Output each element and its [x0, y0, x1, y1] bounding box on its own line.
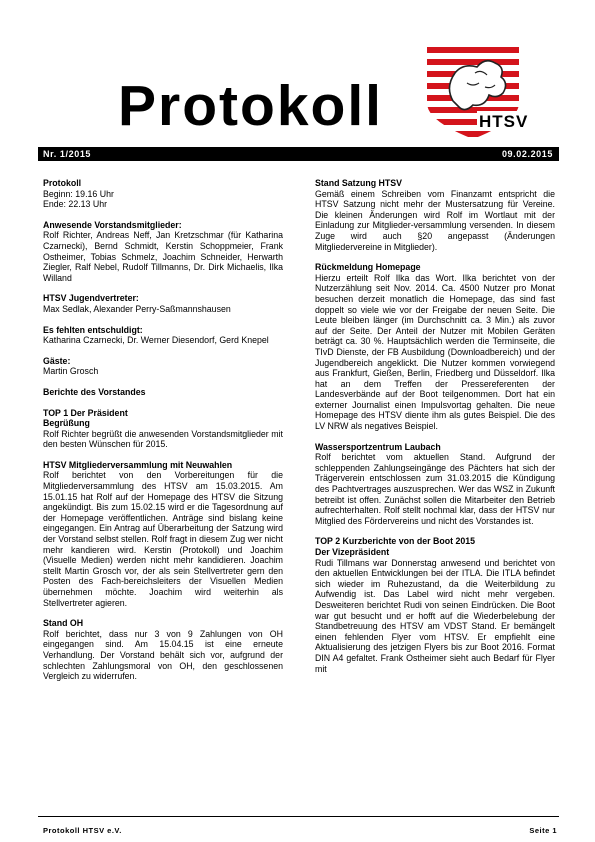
start-time: Beginn: 19.16 Uhr: [43, 188, 114, 199]
htsv-logo-icon: [415, 43, 530, 143]
left-column: [43, 178, 283, 682]
section-heading: Protokoll: [43, 178, 82, 188]
section-heading: Begrüßung: [43, 418, 90, 429]
paragraph: Rolf berichtet vom aktuellen Stand. Aufgrund der schleppenden Zahlungseingänge des Pächters hat sich der Trägerverein entschlossen zum 31.03.2015 die Kündigung des Pachtvertrages auszusprechen. Wer das WSZ in Zukunft betreibt ist offen. Zunächst sollen die Mitarbeiter den Betrieb aufrechterhalten. Rolf stellt nochmal klar, dass der HTSV nur Mitglied des Fördervereins und nicht des Vorstandes ist.: [315, 452, 555, 526]
protocol-date: 09.02.2015: [501, 149, 553, 159]
end-time: Ende: 22.13 Uhr: [43, 199, 108, 210]
section-heading: Der Vizepräsident: [315, 547, 390, 557]
section-heading: Wassersportzentrum Laubach: [315, 441, 441, 452]
section-heading: Es fehlten entschuldigt:: [43, 324, 143, 335]
paragraph: Rolf Richter begrüßt die anwesenden Vorstandsmitglieder mit den besten Wünschen für 2015.: [43, 428, 283, 450]
section-heading: HTSV Mitgliederversammlung mit Neuwahlen: [43, 459, 233, 470]
paragraph: Katharina Czarnecki, Dr. Werner Diesendorf, Gerd Knepel: [43, 335, 269, 346]
paragraph: Rolf berichtet von den Vorbereitungen für die Mitgliederversammlung des HTSV am 15.03.2015. Am 15.01.15 hat Rolf auf der Homepage des HTSV die Sitzung angekündigt. Bis zum 15.02.15 wird er die Tagesordnung auf der Homepage veröffentlichen. Anträge sind bislang keine eingegangen. Ein Antrag auf Überarbeitung der Satzung wird der Vorstand selbst stellen. Rolf fragt in diesem Zug wer nicht mehr kandieren wird. Kerstin (Protokoll) und Joachim (Visuelle Medien) werden nicht mehr kandidieren. Joachim stellt Martin Grosch vor, der als sein Stellvertreter gern den Posten des Fach-bereichsleiters der Visuellen Medien übernehmen möchte. Joachim wird weiterhin als Stellvertreter agieren.: [43, 470, 283, 608]
paragraph: Hierzu erteilt Rolf Ilka das Wort. Ilka berichtet von der Nutzerzählung seit Nov. 2014. Ca. 4500 Nutzer pro Monat besuchen derzeit monatlich die Homepage, das sind fast doppelt so viele wie vor der Freigabe der neuen Seite. Die Leute bleiben länger (im Durchschnitt ca. 3 Min.) als zuvor auf der Seite. Der Anteil der Nutzer mit Mobilen Geräten beträgt ca. 30 %. Hauptsächlich werden die Terminseite, die TIvD Dienste, der FB Ausbildung (Downloadbereich) und der Jugendbereich angeklickt. Die Nutzer kommen vorwiegend aus Frankfurt, Gießen, Berlin, Friedberg und Düsseldorf. Ilka hat an dem Treffen der Pressereferenten der Landesverbände auf der Boot teilgenommen. Dort hat ein externer Journalist einen Impulsvortag gehalten. Die neue Homepage des HTSV diente ihm als gutes Beispiel. Die des LV NRW als negatives Beispiel.: [315, 272, 555, 432]
section-heading: Rückmeldung Homepage: [315, 262, 421, 273]
section-heading: Gäste:: [43, 355, 71, 366]
footer-left: Protokoll HTSV e.V.: [43, 826, 122, 835]
page-number: Seite 1: [529, 826, 557, 835]
logo-text: HTSV: [479, 112, 529, 131]
paragraph: Martin Grosch: [43, 366, 99, 377]
header-bar: [38, 147, 559, 161]
protocol-number: Nr. 1/2015: [43, 149, 92, 159]
paragraph: Rolf berichtet, dass nur 3 von 9 Zahlungen von OH eingegangen sind. Am 15.04.15 ist eine erneute Verhandlung. Der Vorstand behält sich vor, aufgrund der schlechten Zahlungsmoral von OH, den geschlossenen Vergleich zu widerrufen.: [43, 628, 283, 682]
section-heading: TOP 2 Kurzberichte von der Boot 2015: [315, 536, 476, 547]
footer-divider: [38, 816, 559, 817]
section-heading: Anwesende Vorstandsmitglieder:: [43, 219, 182, 230]
paragraph: Rolf Richter, Andreas Neff, Jan Kretzschmar (für Katharina Czarnecki), Bernd Schmidt, Kerstin Schoppmeier, Frank Ostheimer, Tobias Schmelz, Joachim Schneider, Herwarth Ziegler, Ralf Nebel, Rudolf Tillmanns, Dr. Dirk Michaelis, Ilka Willand: [43, 230, 283, 283]
paragraph: Rudi Tillmans war Donnerstag anwesend und berichtet von den aktuellen Entwicklungen bei der ITLA. Die ITLA befindet sich wieder im Ruhezustand, da die Weiterbildung zu Aufwendig ist. Das Label wird nicht mehr vergeben. Desweiteren berichtet Rudi von seinen Eindrücken. Die Boot war gut besucht und er hofft auf die Wiederbelebung der Standbetreuung des HTSV am VDST Stand. Er bemängelt einen fehlenden Flyer vom HTSV. Er empfiehlt eine Aktualisierung des jetzigen Flyers bis zur Boot 2016. Format DIN A4 gefaltet. Frank Ostheimer sieht auch Bedarf für Flyer mit: [315, 557, 555, 674]
section-heading: Stand Satzung HTSV: [315, 178, 402, 188]
section-heading: Stand OH: [43, 618, 84, 629]
paragraph: Max Sedlak, Alexander Perry-Saßmannshausen: [43, 303, 231, 314]
document-title: Protokoll: [118, 74, 384, 138]
section-heading: Berichte des Vorstandes: [43, 386, 146, 397]
paragraph: Gemäß einem Schreiben vom Finanzamt entspricht die HTSV Satzung nicht mehr der Mustersatzung für Vereine. Die kleinen Änderungen wird Rolf im Wortlaut mit der Einladung zur Mitglieder-versammlung versenden. In diesem Zuge wird auch §20 angepasst (Änderungen Mitgliedervereine in Mitglieder).: [315, 188, 555, 252]
section-heading: TOP 1 Der Präsident: [43, 407, 128, 418]
section-heading: HTSV Jugendvertreter:: [43, 293, 139, 304]
right-column: [315, 178, 555, 674]
